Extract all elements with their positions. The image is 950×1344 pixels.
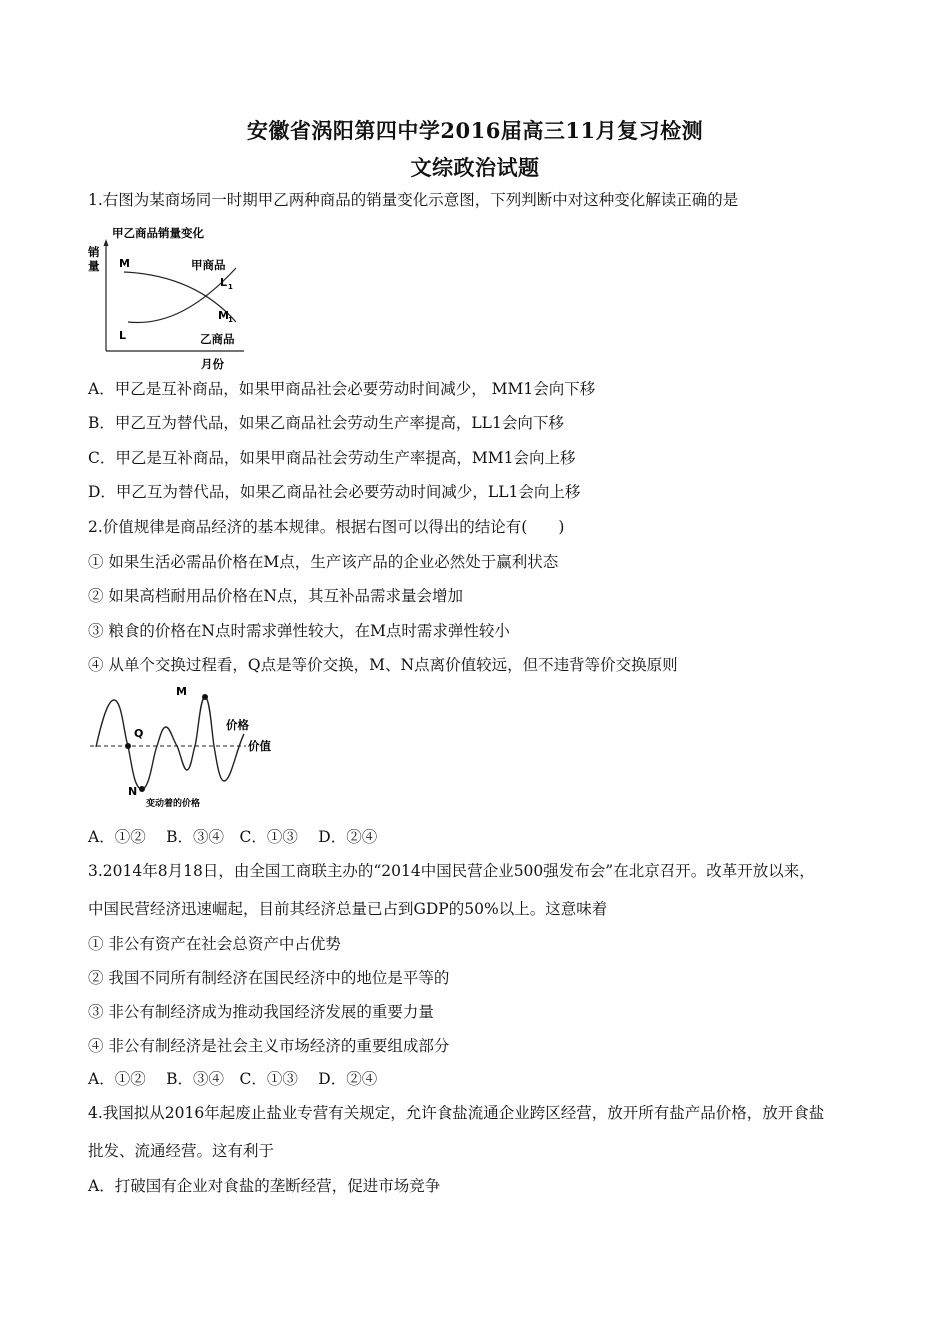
q1-label-l1: L	[220, 276, 228, 289]
q2-point-n	[139, 786, 145, 792]
q2-item-3: ③ 粮食的价格在N点时需求弹性较大，在M点时需求弹性较小	[88, 622, 510, 640]
q4-stem-line1: 4.我国拟从2016年起废止盐业专营有关规定，允许食盐流通企业跨区经营，放开所有盐产品价格，放开食盐	[88, 1104, 825, 1122]
q2-label-n: N	[128, 785, 138, 798]
q1-label-l: L	[119, 329, 127, 342]
q2-answer-options: A．①② B．③④ C．①③ D．②④	[88, 828, 378, 846]
q1-ylabel-bottom: 量	[88, 259, 100, 273]
q1-xlabel: 月份	[201, 357, 224, 371]
q3-stem-line1: 3.2014年8月18日，由全国工商联主办的“2014中国民营企业500强发布会”在北京召开。改革开放以来，	[88, 862, 815, 880]
q2-label-value: 价值	[248, 739, 271, 753]
q1-y-arrow	[104, 239, 109, 246]
q3-item-3: ③ 非公有制经济成为推动我国经济发展的重要力量	[88, 1003, 434, 1021]
q2-item-1: ① 如果生活必需品价格在M点，生产该产品的企业必然处于赢利状态	[88, 553, 559, 571]
q2-label-m: M	[176, 685, 187, 698]
q1-series-yi: 乙商品	[200, 332, 235, 346]
q2-price-value-figure	[86, 685, 286, 815]
q1-label-m: M	[119, 257, 130, 270]
q1-label-m1: M	[218, 309, 229, 322]
q3-item-1: ① 非公有资产在社会总资产中占优势	[88, 935, 341, 953]
q2-label-q: Q	[134, 727, 144, 740]
q3-item-4: ④ 非公有制经济是社会主义市场经济的重要组成部分	[88, 1037, 450, 1055]
q4-option-a: A．打破国有企业对食盐的垄断经营，促进市场竞争	[88, 1177, 441, 1195]
q2-point-m	[202, 694, 208, 700]
q1-sales-figure	[86, 222, 256, 372]
q2-label-price: 价格	[226, 718, 249, 732]
q1-label-l1-sub: 1	[228, 283, 233, 291]
q1-option-a: A．甲乙是互补商品，如果甲商品社会必要劳动时间减少， MM1会向下移	[88, 380, 596, 398]
q1-option-d: D．甲乙互为替代品，如果乙商品社会必要劳动时间减少，LL1会向上移	[88, 483, 581, 501]
q4-stem-line2: 批发、流通经营。这有利于	[88, 1142, 275, 1160]
q2-item-2: ② 如果高档耐用品价格在N点，其互补品需求量会增加	[88, 587, 463, 605]
q2-stem: 2.价值规律是商品经济的基本规律。根据右图可以得出的结论有( )	[88, 518, 565, 536]
q2-point-q	[125, 743, 131, 749]
q1-stem: 1.右图为某商场同一时期甲乙两种商品的销量变化示意图，下列判断中对这种变化解读正确的是	[88, 191, 739, 209]
q1-option-c: C．甲乙是互补商品，如果甲商品社会劳动生产率提高，MM1会向上移	[88, 449, 576, 467]
q1-series-jia: 甲商品	[191, 258, 226, 272]
q1-label-m1-sub: 1	[228, 316, 233, 324]
q3-answer-options: A．①② B．③④ C．①③ D．②④	[88, 1070, 378, 1088]
q2-caption: 变动着的价格	[146, 799, 201, 809]
q1-option-b: B．甲乙互为替代品，如果乙商品社会劳动生产率提高，LL1会向下移	[88, 414, 564, 432]
q3-stem-line2: 中国民营经济迅速崛起，目前其经济总量已占到GDP的50%以上。这意味着	[88, 900, 608, 918]
q2-price-curve	[96, 697, 244, 789]
page-title: 安徽省涡阳第四中学2016届高三11月复习检测	[246, 118, 704, 143]
q2-item-4: ④ 从单个交换过程看，Q点是等价交换，M、N点离价值较远，但不违背等价交换原则	[88, 656, 678, 674]
q1-figure-title: 甲乙商品销量变化	[112, 226, 204, 240]
page-subtitle: 文综政治试题	[410, 155, 540, 180]
q1-ylabel-top: 销	[88, 245, 100, 259]
q3-item-2: ② 我国不同所有制经济在国民经济中的地位是平等的	[88, 969, 450, 987]
